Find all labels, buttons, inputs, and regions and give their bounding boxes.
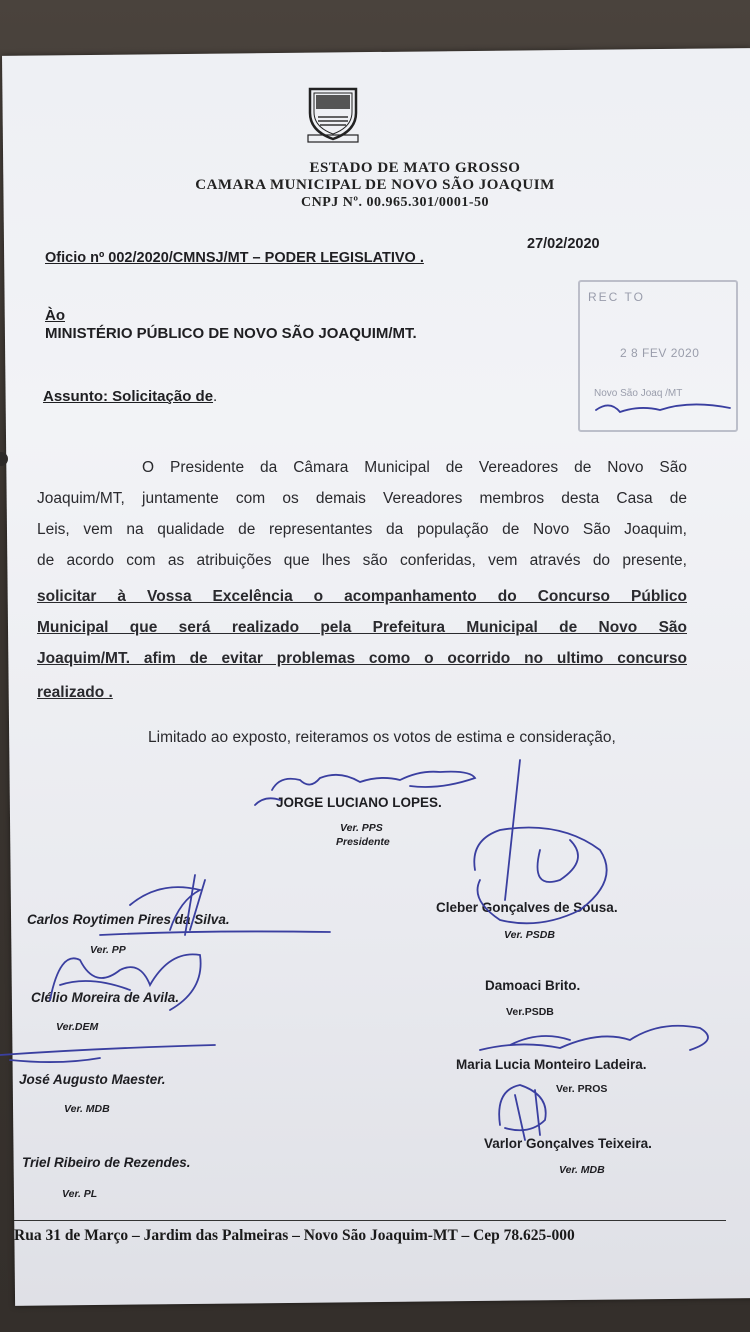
recipient: MINISTÉRIO PÚBLICO DE NOVO SÃO JOAQUIM/MT. [45,325,417,342]
signatory-name: Carlos Roytimen Pires da Silva. [27,912,230,927]
request-line-3: Joaquim/MT. afim de evitar problemas como o ocorrido no ultimo concurso [37,650,687,667]
signatory-role: Ver. PPS [340,822,383,834]
paragraph-line-2: Joaquim/MT, juntamente com os demais Vereadores membros desta Casa de [37,490,687,507]
receipt-stamp [578,280,738,432]
paragraph-line-4: de acordo com as atribuições que lhes são conferidas, vem através do presente, [37,552,687,569]
signatory-role: Ver. PL [62,1188,98,1200]
signatory-role: Ver. PSDB [504,929,555,941]
signatory-name: Clélio Moreira de Avila. [31,990,180,1005]
signatory-name: Damoaci Brito. [485,978,581,993]
stamp-place: Novo São Joaq /MT [594,388,683,399]
signatory-name: JORGE LUCIANO LOPES. [276,795,442,810]
letter-reference: Oficio nº 002/2020/CMNSJ/MT – PODER LEGISLATIVO . [45,250,424,266]
request-line-2: Municipal que será realizado pela Prefeitura Municipal de Novo São [37,619,687,636]
signatory-role: Ver. MDB [559,1164,605,1176]
request-line-1: solicitar à Vossa Excelência o acompanhamento do Concurso Público [37,588,687,605]
stamp-date: 2 8 FEV 2020 [620,346,700,360]
footer-rule [14,1220,726,1221]
closing-line: Limitado ao exposto, reiteramos os votos de estima e consideração, [148,729,616,746]
recipient-prefix: Ào [45,307,65,324]
signatory-name: Cleber Gonçalves de Sousa. [436,900,618,915]
signatory-role: Ver. PROS [556,1083,608,1095]
signatory-name: José Augusto Maester. [19,1072,166,1087]
signatory-role: Ver. PP [90,944,126,956]
letter-date: 27/02/2020 [527,236,600,252]
signatory-role-2: Presidente [336,836,390,848]
footer-address: Rua 31 de Março – Jardim das Palmeiras – Novo São Joaquim-MT – Cep 78.625-000 [14,1227,575,1244]
subject-label: Assunto: Solicitação de [43,388,214,405]
signatory-name: Triel Ribeiro de Rezendes. [22,1155,191,1170]
signatory-name: Maria Lucia Monteiro Ladeira. [456,1057,647,1072]
signatory-role: Ver. MDB [64,1103,110,1115]
subject-tail: . [213,388,218,405]
signatory-role: Ver.DEM [56,1021,99,1033]
paragraph-line-1: O Presidente da Câmara Municipal de Vereadores de Novo São [142,459,687,476]
signatory-role: Ver.PSDB [506,1006,554,1018]
coat-of-arms-icon [302,83,364,145]
stamp-title: REC TO [588,290,645,304]
request-line-4: realizado . [37,684,113,701]
paragraph-line-3: Leis, vem na qualidade de representantes da população de Novo São Joaquim, [37,521,687,538]
header-cnpj: CNPJ Nº. 00.965.301/0001-50 [300,195,490,210]
header-state: ESTADO DE MATO GROSSO [309,160,521,176]
signatory-name: Varlor Gonçalves Teixeira. [484,1136,652,1151]
header-chamber: CAMARA MUNICIPAL DE NOVO SÃO JOAQUIM [195,177,555,193]
